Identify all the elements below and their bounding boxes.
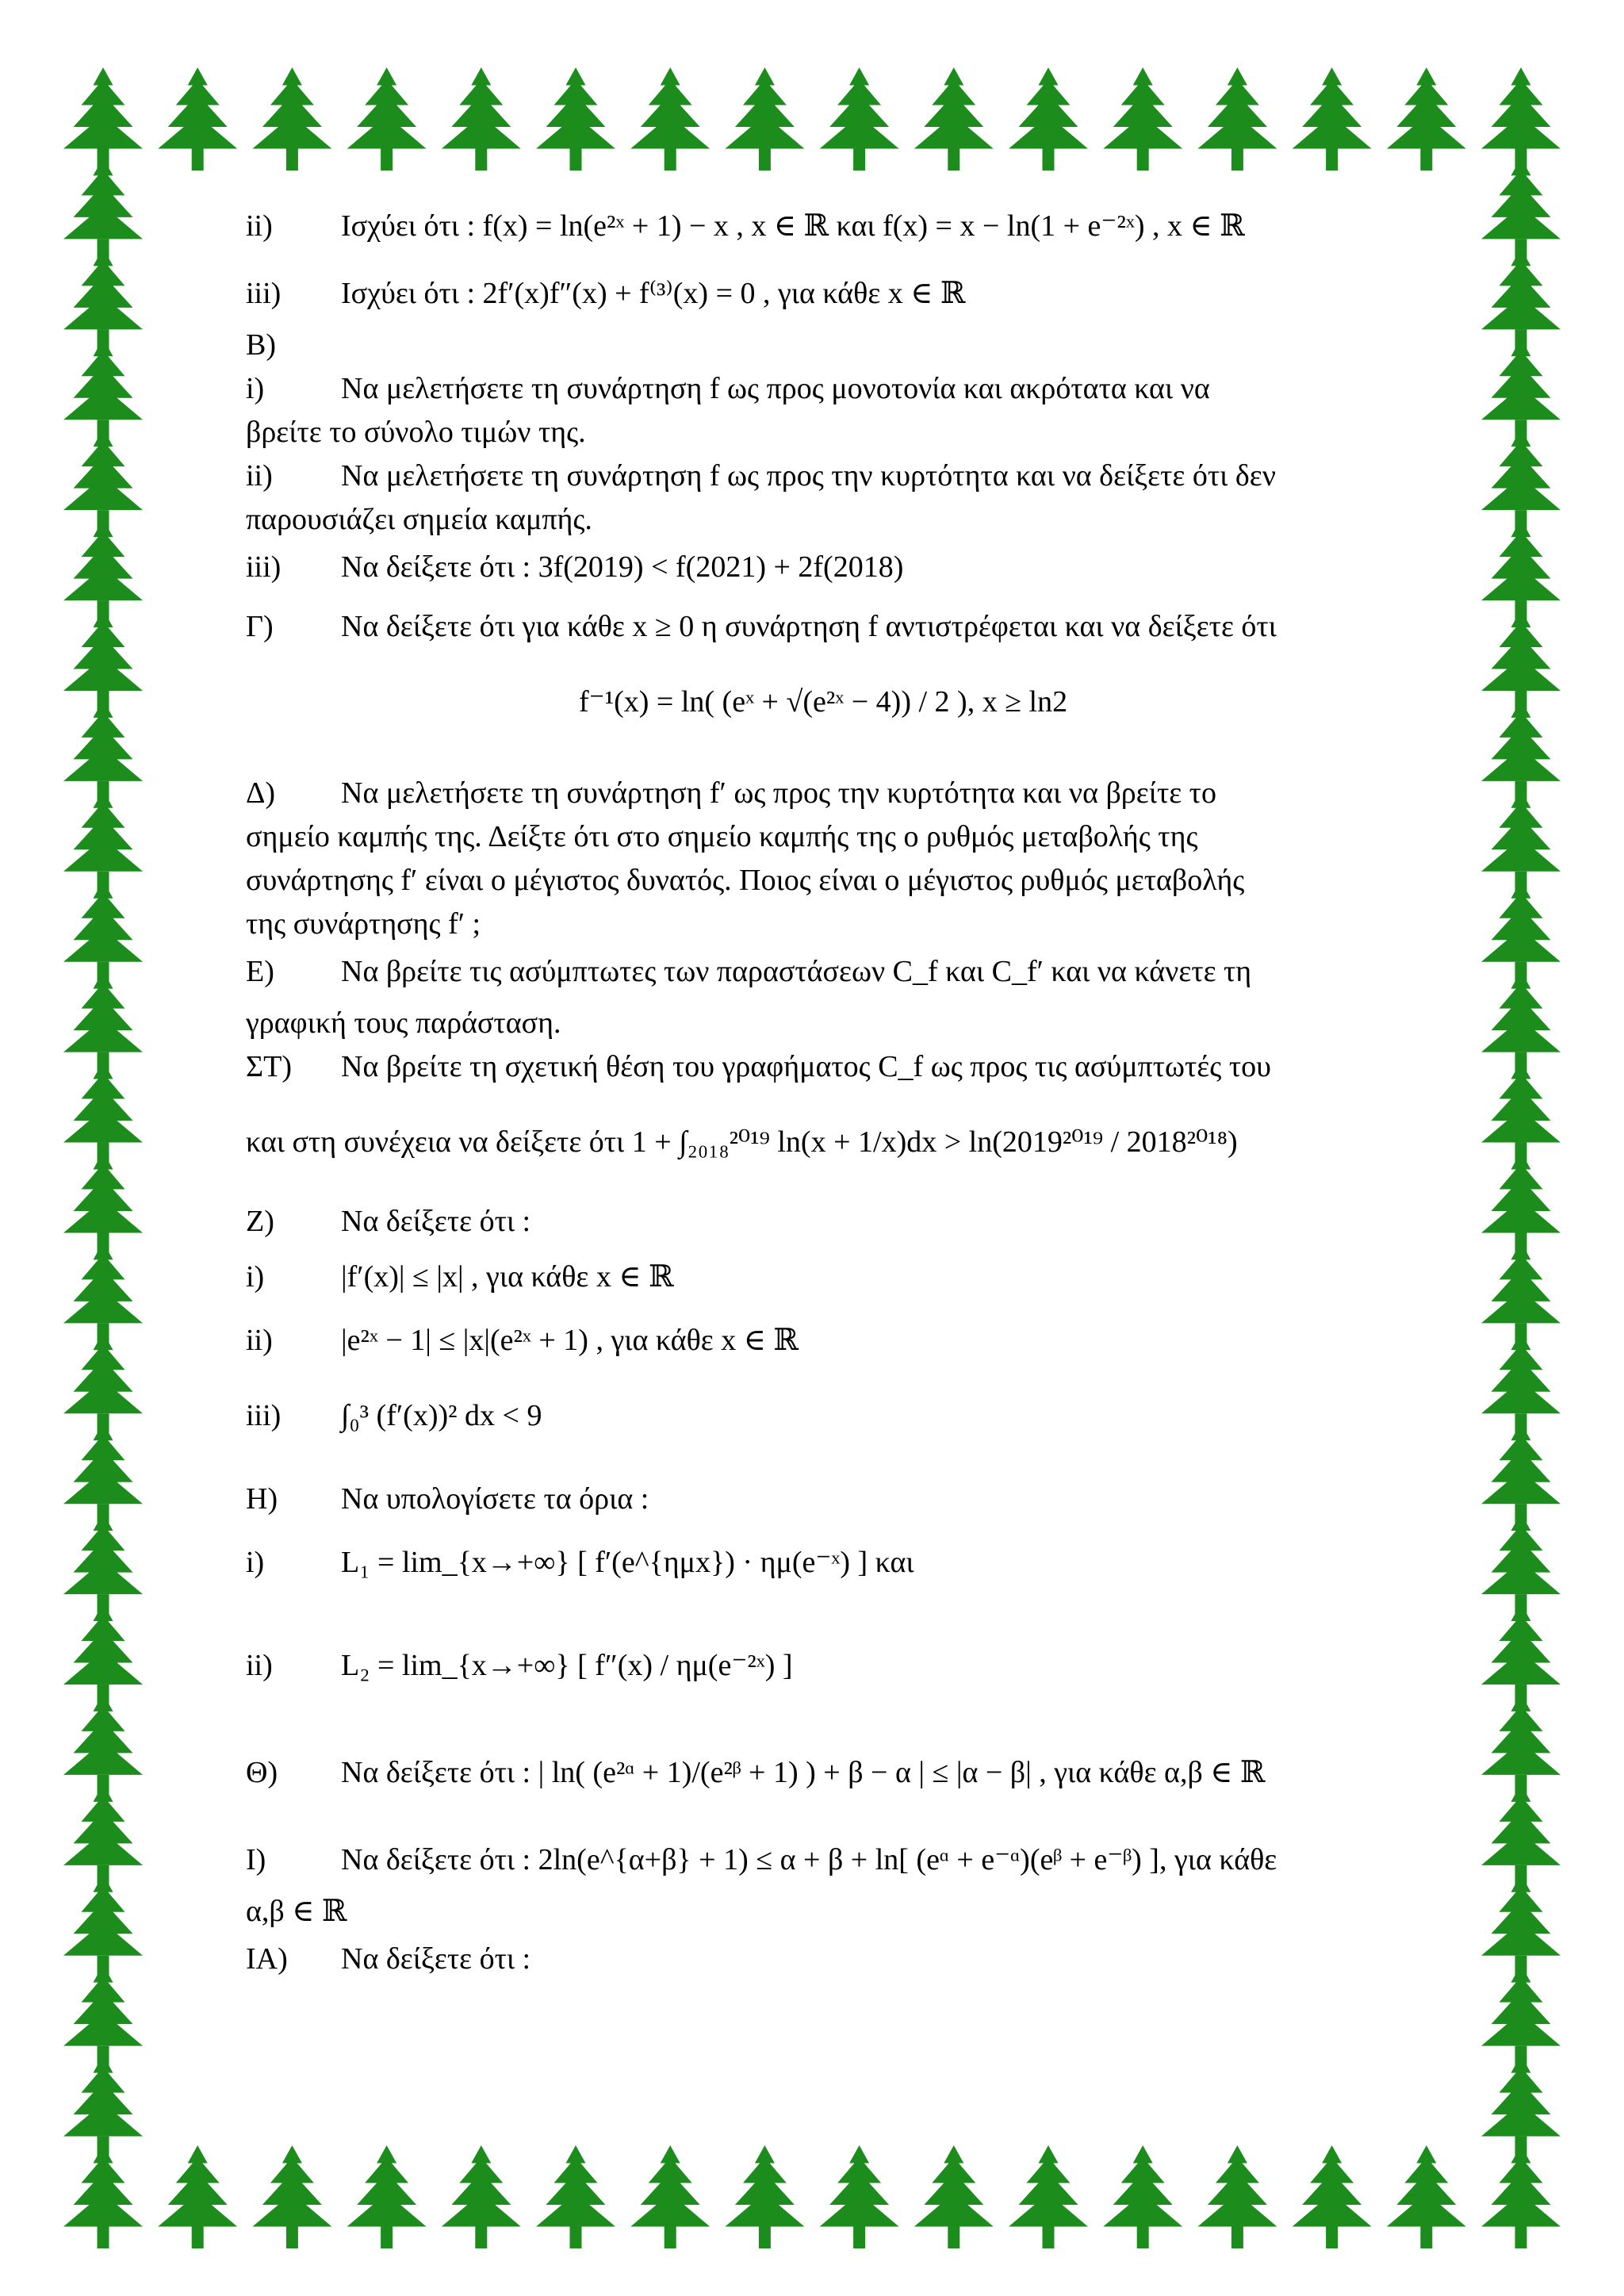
christmas-tree-icon <box>63 1061 143 1164</box>
text-line: Να δείξετε ότι : <box>341 1942 531 1976</box>
text-line: Να δείξετε ότι : <box>341 1205 531 1238</box>
christmas-tree-icon <box>1103 2145 1182 2248</box>
text-line: της συνάρτησης f′ ; <box>246 907 481 941</box>
christmas-tree-icon <box>630 67 710 171</box>
christmas-tree-icon <box>63 971 143 1074</box>
christmas-tree-icon <box>63 2145 143 2248</box>
text-line: |e²ˣ − 1| ≤ |x|(e²ˣ + 1) , για κάθε x ∈ ℝ <box>341 1324 799 1357</box>
christmas-tree-icon <box>442 67 521 171</box>
christmas-tree-icon <box>1481 971 1561 1074</box>
christmas-tree-icon <box>1481 248 1561 351</box>
item-label: i) <box>246 1546 265 1579</box>
christmas-tree-icon <box>1197 2145 1277 2248</box>
christmas-tree-icon <box>1293 2145 1372 2248</box>
christmas-tree-icon <box>630 2145 710 2248</box>
christmas-tree-icon <box>1481 1784 1561 1887</box>
christmas-tree-icon <box>1481 1874 1561 1977</box>
text-line: Να δείξετε ότι για κάθε x ≥ 0 η συνάρτηση f αντιστρέφεται και να δείξετε ότι <box>341 610 1277 643</box>
christmas-tree-icon <box>1481 1513 1561 1616</box>
text-line: L₂ = lim_{x→+∞} [ f″(x) / ημ(e⁻²ˣ) ] <box>341 1649 793 1682</box>
christmas-tree-icon <box>536 2145 615 2248</box>
item-label: ii) <box>246 209 273 243</box>
text-line: Να δείξετε ότι : 3f(2019) < f(2021) + 2f(2018) <box>341 550 904 584</box>
text-line: Να δείξετε ότι : | ln( (e²ᵅ + 1)/(e²ᵝ + 1) ) + β − α | ≤ |α − β| , για κάθε α,β ∈ ℝ <box>341 1756 1266 1789</box>
item-label: Η) <box>246 1482 278 1516</box>
christmas-tree-icon <box>63 1604 143 1707</box>
text-line: και στη συνέχεια να δείξετε ότι 1 + ∫₂₀₁₈²⁰¹⁹ ln(x + 1/x)dx > ln(2019²⁰¹⁹ / 2018²⁰¹⁸) <box>246 1125 1238 1159</box>
item-label: Δ) <box>246 776 276 810</box>
christmas-tree-icon <box>63 1152 143 1255</box>
text-line: Να δείξετε ότι : 2ln(e^{α+β} + 1) ≤ α + β + ln[ (eᵅ + e⁻ᵅ)(eᵝ + e⁻ᵝ) ], για κάθε <box>341 1843 1277 1876</box>
christmas-tree-icon <box>252 67 331 171</box>
christmas-tree-icon <box>63 2055 143 2158</box>
text-line: γραφική τους παράσταση. <box>246 1006 561 1040</box>
christmas-tree-icon <box>1481 790 1561 893</box>
christmas-tree-icon <box>1481 609 1561 712</box>
christmas-tree-icon <box>63 1693 143 1796</box>
christmas-tree-icon <box>158 67 237 171</box>
christmas-tree-icon <box>1481 1061 1561 1164</box>
christmas-tree-icon <box>63 1332 143 1435</box>
christmas-tree-icon <box>347 2145 427 2248</box>
christmas-tree-icon <box>1009 2145 1088 2248</box>
item-label: ii) <box>246 1649 273 1682</box>
christmas-tree-icon <box>1481 1423 1561 1526</box>
item-label: iii) <box>246 277 282 310</box>
christmas-tree-icon <box>63 1784 143 1887</box>
christmas-tree-icon <box>1481 519 1561 623</box>
christmas-tree-icon <box>63 519 143 623</box>
christmas-tree-icon <box>158 2145 237 2248</box>
christmas-tree-icon <box>1481 1964 1561 2068</box>
christmas-tree-icon <box>725 2145 804 2248</box>
christmas-tree-icon <box>63 880 143 983</box>
christmas-tree-icon <box>63 339 143 442</box>
christmas-tree-icon <box>63 1242 143 1345</box>
text-line: Να μελετήσετε τη συνάρτηση f ως προς την κυρτότητα και να δείξετε ότι δεν <box>341 459 1276 493</box>
item-label: Ζ) <box>246 1205 274 1238</box>
item-label: ΙΑ) <box>246 1942 288 1976</box>
text-line: Να μελετήσετε τη συνάρτηση f′ ως προς την κυρτότητα και να βρείτε το <box>341 776 1216 810</box>
christmas-tree-icon <box>1481 1693 1561 1796</box>
christmas-tree-icon <box>1481 158 1561 261</box>
text-line: f⁻¹(x) = ln( (eˣ + √(e²ˣ − 4)) / 2 ), x ≥ ln2 <box>579 685 1068 719</box>
text-line: L₁ = lim_{x→+∞} [ f′(e^{ημx}) · ημ(e⁻ˣ) ] και <box>341 1546 914 1579</box>
christmas-tree-icon <box>63 1874 143 1977</box>
christmas-tree-icon <box>914 2145 994 2248</box>
item-label: Θ) <box>246 1756 278 1789</box>
item-label: i) <box>246 1260 265 1294</box>
item-label: Γ) <box>246 610 274 643</box>
item-label: i) <box>246 372 265 405</box>
christmas-tree-icon <box>63 429 143 532</box>
text-line: βρείτε το σύνολο τιμών της. <box>246 416 586 449</box>
christmas-tree-icon <box>1481 339 1561 442</box>
item-label: iii) <box>246 550 282 584</box>
christmas-tree-icon <box>1481 1152 1561 1255</box>
item-label: ΣΤ) <box>246 1050 292 1083</box>
item-label: ii) <box>246 459 273 493</box>
text-line: Να βρείτε τις ασύμπτωτες των παραστάσεων C_f και C_f′ και να κάνετε τη <box>341 955 1252 988</box>
christmas-tree-icon <box>914 67 994 171</box>
christmas-tree-icon <box>820 2145 899 2248</box>
christmas-tree-icon <box>1387 2145 1466 2248</box>
christmas-tree-icon <box>1481 1604 1561 1707</box>
christmas-tree-icon <box>347 67 427 171</box>
text-line: Να υπολογίσετε τα όρια : <box>341 1482 649 1516</box>
text-line: Να μελετήσετε τη συνάρτηση f ως προς μονοτονία και ακρότατα και να <box>341 372 1210 405</box>
item-label: Ι) <box>246 1843 266 1876</box>
christmas-tree-icon <box>1481 2145 1561 2248</box>
christmas-tree-icon <box>63 1964 143 2068</box>
text-line: Να βρείτε τη σχετική θέση του γραφήματος C_f ως προς τις ασύμπτωτές του <box>341 1050 1271 1083</box>
text-line: α,β ∈ ℝ <box>246 1895 347 1928</box>
text-line: παρουσιάζει σημεία καμπής. <box>246 503 592 536</box>
christmas-tree-icon <box>1481 67 1561 171</box>
christmas-tree-icon <box>63 158 143 261</box>
christmas-tree-icon <box>63 790 143 893</box>
christmas-tree-icon <box>1103 67 1182 171</box>
text-line: |f′(x)| ≤ |x| , για κάθε x ∈ ℝ <box>341 1260 674 1294</box>
christmas-tree-icon <box>63 700 143 803</box>
christmas-tree-icon <box>63 248 143 351</box>
christmas-tree-icon <box>1293 67 1372 171</box>
christmas-tree-icon <box>1481 1242 1561 1345</box>
item-label: Ε) <box>246 955 274 988</box>
christmas-tree-icon <box>442 2145 521 2248</box>
christmas-tree-icon <box>725 67 804 171</box>
christmas-tree-icon <box>1481 2055 1561 2158</box>
christmas-tree-icon <box>820 67 899 171</box>
christmas-tree-icon <box>252 2145 331 2248</box>
christmas-tree-icon <box>1481 1332 1561 1435</box>
text-line: Ισχύει ότι : f(x) = ln(e²ˣ + 1) − x , x ∈ ℝ και f(x) = x − ln(1 + e⁻²ˣ) , x ∈ ℝ <box>341 209 1245 243</box>
text-line: σημείο καμπής της. Δείξτε ότι στο σημείο καμπής της ο ρυθμός μεταβολής της <box>246 820 1198 853</box>
text-line: συνάρτησης f′ είναι ο μέγιστος δυνατός. Ποιος είναι ο μέγιστος ρυθμός μεταβολής <box>246 864 1245 897</box>
christmas-tree-icon <box>1481 880 1561 983</box>
christmas-tree-icon <box>1481 429 1561 532</box>
christmas-tree-icon <box>1197 67 1277 171</box>
christmas-tree-icon <box>63 1513 143 1616</box>
christmas-tree-icon <box>1387 67 1466 171</box>
christmas-tree-icon <box>63 1423 143 1526</box>
text-line: ∫₀³ (f′(x))² dx < 9 <box>341 1399 542 1432</box>
item-label: Β) <box>246 328 276 362</box>
christmas-tree-icon <box>536 67 615 171</box>
item-label: ii) <box>246 1324 273 1357</box>
text-line: Ισχύει ότι : 2f′(x)f″(x) + f⁽³⁾(x) = 0 , για κάθε x ∈ ℝ <box>341 277 966 310</box>
christmas-tree-icon <box>63 609 143 712</box>
christmas-tree-icon <box>63 67 143 171</box>
item-label: iii) <box>246 1399 282 1432</box>
christmas-tree-icon <box>1481 700 1561 803</box>
christmas-tree-icon <box>1009 67 1088 171</box>
